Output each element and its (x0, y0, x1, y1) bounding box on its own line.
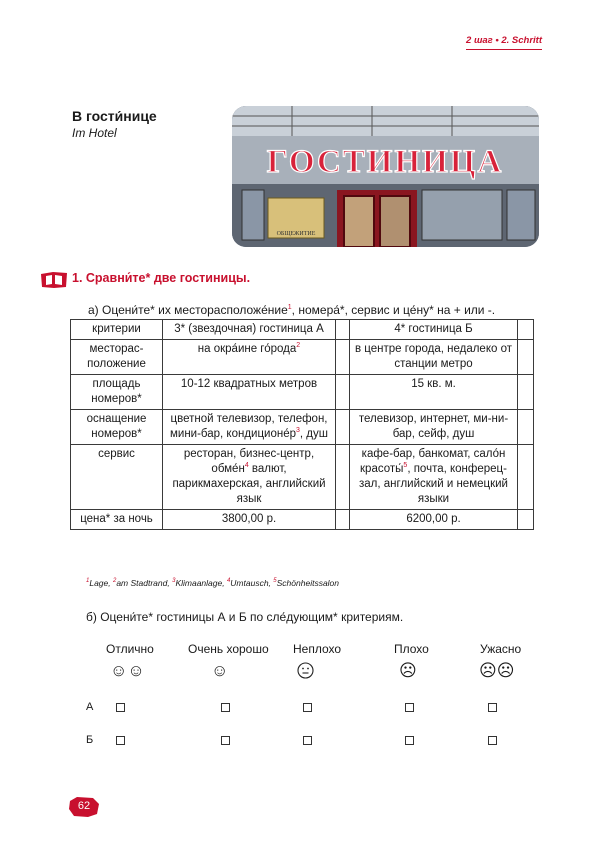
hotel-a-cell: 10-12 квадратных метров (163, 375, 336, 410)
table-row (71, 410, 534, 445)
rating-cell-a (336, 320, 350, 340)
rating-cell-b (518, 375, 534, 410)
comparison-table (70, 319, 534, 530)
table-row (71, 375, 534, 410)
rating-label: Плохо (394, 642, 429, 656)
hotel-b-cell: 15 кв. м. (350, 375, 518, 410)
rating-cell-b (518, 320, 534, 340)
lesson-subtitle: Im Hotel (72, 126, 117, 140)
criterion-cell: сервис (71, 445, 163, 510)
photo-sign: ГОСТИНИЦА (266, 144, 504, 180)
table-row (71, 510, 534, 530)
rating-checkbox[interactable] (405, 703, 414, 712)
rating-label: Очень хорошо (188, 642, 269, 656)
chapter-header: 2 шаг • 2. Schritt (466, 35, 542, 46)
hotel-b-cell: телевизор, интернет, ми-ни-бар, сейф, душ (350, 410, 518, 445)
criterion-cell: оснащение номеров* (71, 410, 163, 445)
rating-checkbox[interactable] (116, 703, 125, 712)
part-a-instruction: а) Оцени́те* их месторасположе́ние$^1$, номера́*, сервис и це́ну* на + или -. (88, 303, 496, 317)
table-header-cell: 3* (звездочная) гостиница А (163, 320, 336, 340)
part-b-instruction: б) Оцени́те* гостиницы А и Б по сле́дующим* критериям. (86, 610, 404, 624)
rating-checkbox[interactable] (116, 736, 125, 745)
rating-cell-b (518, 445, 534, 510)
rating-cell-b (518, 340, 534, 375)
hotel-a-cell: цветной телевизор, телефон, мини-бар, $кондиционе́р^3$, душ (163, 410, 336, 445)
rating-label: Отлично (106, 642, 154, 656)
page-number: 62 (77, 800, 91, 812)
header-rule (466, 49, 542, 50)
hotel-b-cell: в центре города, недалеко от станции метро (350, 340, 518, 375)
table-row (71, 445, 534, 510)
smile-icon: ☺ (211, 661, 229, 680)
table-header-row (71, 320, 534, 340)
rating-cell-a (336, 510, 350, 530)
frown-icon: ☹ (399, 661, 417, 680)
criterion-cell: месторас- положение (71, 340, 163, 375)
footnotes: $^1$Lage, $^2$am Stadtrand, $^3$Klimaanlage, $^4$Umtausch, $^5$Schönheitssalon (86, 578, 340, 588)
rating-cell-a (336, 340, 350, 375)
rating-checkbox[interactable] (303, 736, 312, 745)
hotel-photo (232, 106, 539, 247)
double-smile-icon: ☺☺ (110, 661, 145, 680)
criterion-cell: площадь номеров* (71, 375, 163, 410)
rating-checkbox[interactable] (303, 703, 312, 712)
hotel-b-cell: кафе-бар, банкомат, сало́н красоты́$^5$, почта, конферец-зал, английский и немецкий языки (350, 445, 518, 510)
rating-cell-a (336, 410, 350, 445)
rating-cell-b (518, 410, 534, 445)
lesson-title: В гости́нице (72, 108, 157, 124)
exercise-title: 1. Сравни́те* две гостиницы. (72, 271, 251, 285)
hotel-a-cell: 3800,00 р. (163, 510, 336, 530)
book-icon (40, 270, 68, 289)
page-number-badge (68, 796, 100, 818)
rating-checkbox[interactable] (488, 703, 497, 712)
hotel-a-cell: ресторан, бизнес-центр, $обме́н^4$ валют, парикмахерская, английский язык (163, 445, 336, 510)
rating-checkbox[interactable] (405, 736, 414, 745)
hotel-a-cell: на окра́ине го́рода$^2$ (163, 340, 336, 375)
rating-checkbox[interactable] (221, 703, 230, 712)
table-header-cell: 4* гостиница Б (350, 320, 518, 340)
hotel-b-cell: 6200,00 р. (350, 510, 518, 530)
rating-checkbox[interactable] (221, 736, 230, 745)
neutral-face-icon (297, 662, 314, 682)
photo-plaque: ОБЩЕЖИТИЕ (276, 231, 316, 237)
rating-checkbox[interactable] (488, 736, 497, 745)
rating-cell-b (518, 510, 534, 530)
criterion-cell: цена* за ночь (71, 510, 163, 530)
rating-label: Неплохо (293, 642, 342, 656)
table-header-cell: критерии (71, 320, 163, 340)
rating-cell-a (336, 375, 350, 410)
rating-cell-a (336, 445, 350, 510)
double-frown-icon: ☹☹ (479, 661, 515, 680)
row-label-b: Б (86, 734, 94, 746)
table-row (71, 340, 534, 375)
row-label-a: А (86, 701, 94, 713)
rating-label: Ужасно (480, 642, 522, 656)
